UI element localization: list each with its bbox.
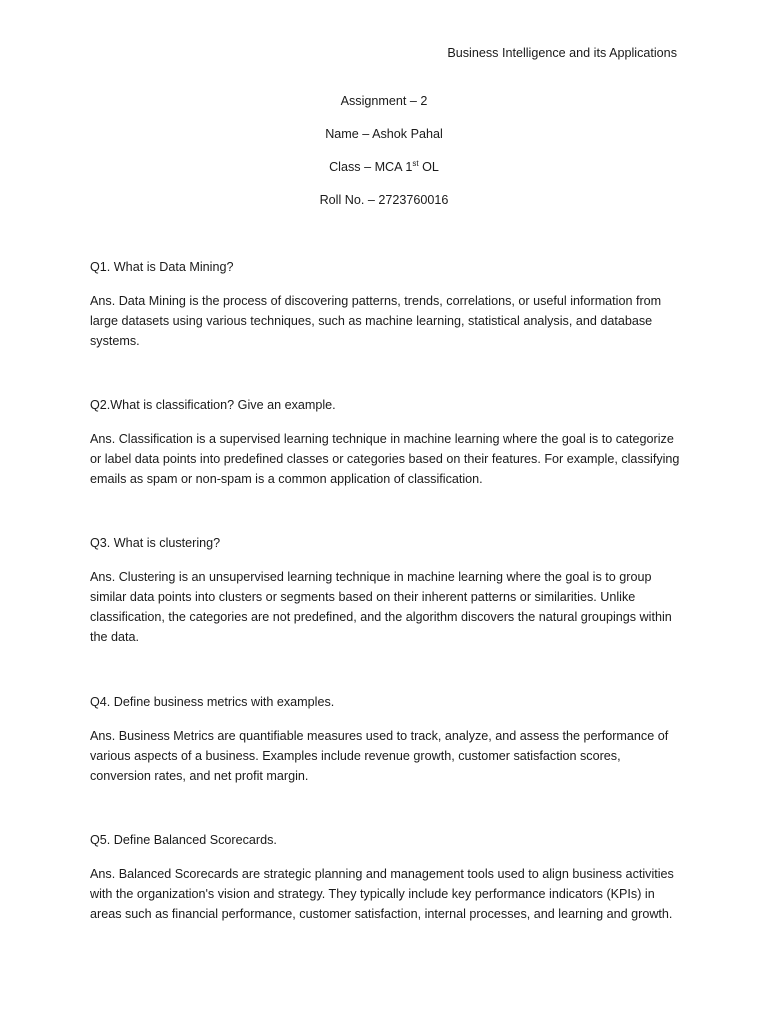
question-1: Q1. What is Data Mining?	[90, 260, 234, 274]
qa-block-1	[90, 259, 680, 351]
qa-block-5	[90, 832, 680, 924]
question-5: Q5. Define Balanced Scorecards.	[90, 833, 277, 847]
student-class-superscript: st	[412, 159, 419, 168]
qa-block-2	[90, 397, 680, 489]
qa-block-3	[90, 535, 680, 647]
student-name: Name – Ashok Pahal	[325, 127, 443, 141]
answer-1: Ans. Data Mining is the process of discovering patterns, trends, correlations, or useful information from large datasets using various techniques, such as machine learning, statistical analysis, and database systems.	[90, 294, 662, 348]
assignment-title: Assignment – 2	[340, 94, 428, 108]
student-class-suffix: OL	[418, 160, 439, 174]
roll-number: Roll No. – 2723760016	[319, 193, 449, 207]
question-4: Q4. Define business metrics with examples.	[90, 695, 335, 709]
answer-2: Ans. Classification is a supervised learning technique in machine learning where the goal is to categorize or label data points into predefined classes or categories based on their features. For example, classifying emails as spam or non-spam is a common application of classification.	[90, 432, 680, 486]
answer-4: Ans. Business Metrics are quantifiable measures used to track, analyze, and assess the performance of various aspects of a business. Examples include revenue growth, customer satisfaction scores, conversion rates, and net profit margin.	[90, 729, 669, 783]
header-course-title: Business Intelligence and its Applications	[447, 46, 677, 60]
assignment-meta	[0, 93, 768, 225]
answer-3: Ans. Clustering is an unsupervised learning technique in machine learning where the goal is to group similar data points into clusters or segments based on their inherent patterns or similarities. Unlike classification, the categories are not predefined, and the algorithm discovers the natural groupings within the data.	[90, 570, 672, 644]
question-2: Q2.What is classification? Give an example.	[90, 398, 336, 412]
answer-5: Ans. Balanced Scorecards are strategic planning and management tools used to align business activities with the organization's vision and strategy. They typically include key performance indicators (KPIs) in areas such as financial performance, customer satisfaction, internal processes, and learning and growth.	[90, 867, 674, 921]
student-class	[0, 159, 768, 192]
question-3: Q3. What is clustering?	[90, 536, 221, 550]
student-class-prefix: Class – MCA 1	[329, 160, 413, 174]
qa-block-4	[90, 694, 680, 786]
